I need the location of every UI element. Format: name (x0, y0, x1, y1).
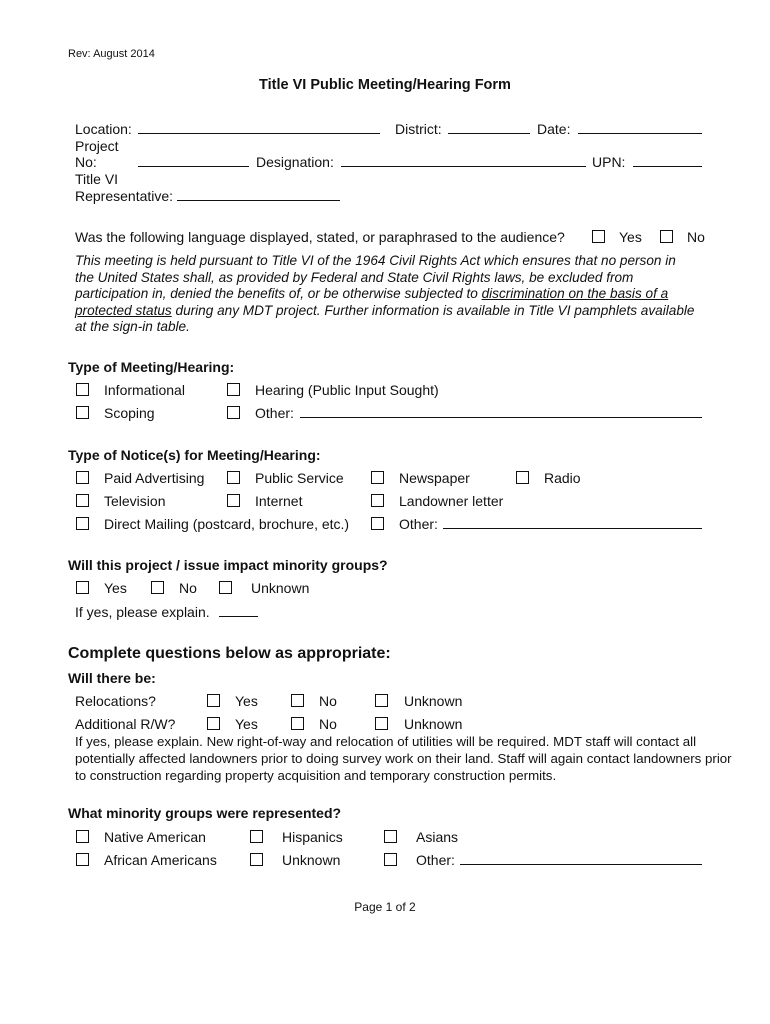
title-vi-statement (75, 253, 697, 336)
location-field[interactable] (138, 121, 380, 134)
asians-label: Asians (416, 829, 459, 845)
upn-field[interactable] (633, 154, 702, 167)
notice-other-field[interactable] (443, 516, 702, 529)
impact-unknown-label: Unknown (251, 580, 310, 596)
district-field[interactable] (448, 121, 530, 134)
statement-text-1: This meeting is held pursuant to Title VI of the 1964 Civil Rights Act which ensures that no person in the United States shall, as provided by Federal and State Civil Rights laws, be excluded from participation in, denied the benefits of, or be otherwise subjected to (75, 253, 676, 301)
project-label-line1: Project (75, 138, 119, 154)
meeting-other-field[interactable] (300, 405, 702, 418)
language-no-checkbox[interactable] (660, 230, 673, 243)
radio-checkbox[interactable] (516, 471, 529, 484)
represented-heading: What minority groups were represented? (68, 805, 342, 821)
impact-explain-label: If yes, please explain. (75, 604, 210, 620)
represented-other-checkbox[interactable] (384, 853, 397, 866)
scoping-checkbox[interactable] (76, 406, 89, 419)
public-service-checkbox[interactable] (227, 471, 240, 484)
meeting-other-checkbox[interactable] (227, 406, 240, 419)
relocations-yes-checkbox[interactable] (207, 694, 220, 707)
additional-rw-no-checkbox[interactable] (291, 717, 304, 730)
radio-label: Radio (544, 470, 581, 486)
impact-unknown-checkbox[interactable] (219, 581, 232, 594)
impact-no-checkbox[interactable] (151, 581, 164, 594)
direct-mailing-checkbox[interactable] (76, 517, 89, 530)
date-label: Date: (537, 121, 571, 137)
upn-label: UPN: (592, 154, 626, 170)
informational-label: Informational (104, 382, 185, 398)
television-label: Television (104, 493, 166, 509)
relocations-yes-label: Yes (235, 693, 258, 709)
represented-other-label: Other: (416, 852, 455, 868)
form-title: Title VI Public Meeting/Hearing Form (259, 77, 511, 93)
will-there-be-heading: Will there be: (68, 670, 156, 686)
informational-checkbox[interactable] (76, 383, 89, 396)
impact-yes-label: Yes (104, 580, 127, 596)
location-label: Location: (75, 121, 132, 137)
public-service-label: Public Service (255, 470, 344, 486)
district-label: District: (395, 121, 442, 137)
title-vi-label-line1: Title VI (75, 171, 119, 187)
internet-label: Internet (255, 493, 303, 509)
relocations-no-checkbox[interactable] (291, 694, 304, 707)
revision-date: Rev: August 2014 (68, 48, 155, 60)
represented-other-field[interactable] (460, 852, 702, 865)
additional-rw-yes-checkbox[interactable] (207, 717, 220, 730)
meeting-type-heading: Type of Meeting/Hearing: (68, 359, 235, 375)
hearing-label: Hearing (Public Input Sought) (255, 382, 439, 398)
notice-other-checkbox[interactable] (371, 517, 384, 530)
relocations-unknown-label: Unknown (404, 693, 463, 709)
additional-rw-unknown-checkbox[interactable] (375, 717, 388, 730)
page-number: Page 1 of 2 (354, 900, 416, 914)
newspaper-label: Newspaper (399, 470, 470, 486)
language-no-label: No (687, 229, 705, 245)
represented-unknown-checkbox[interactable] (250, 853, 263, 866)
native-american-checkbox[interactable] (76, 830, 89, 843)
paid-advertising-label: Paid Advertising (104, 470, 205, 486)
project-label-line2: No: (75, 154, 97, 170)
notice-other-label: Other: (399, 516, 438, 532)
designation-label: Designation: (256, 154, 334, 170)
additional-rw-yes-label: Yes (235, 716, 258, 732)
native-american-label: Native American (104, 829, 206, 845)
paid-advertising-checkbox[interactable] (76, 471, 89, 484)
internet-checkbox[interactable] (227, 494, 240, 507)
hispanics-checkbox[interactable] (250, 830, 263, 843)
notice-type-heading: Type of Notice(s) for Meeting/Hearing: (68, 447, 321, 463)
designation-field[interactable] (341, 154, 586, 167)
direct-mailing-label: Direct Mailing (postcard, brochure, etc.) (104, 516, 350, 532)
impact-no-label: No (179, 580, 197, 596)
additional-rw-label: Additional R/W? (75, 716, 176, 732)
statement-underlined-text: discrimination on the basis of a protected status (75, 286, 669, 318)
minority-impact-heading: Will this project / issue impact minority groups? (68, 557, 388, 573)
hearing-checkbox[interactable] (227, 383, 240, 396)
african-americans-label: African Americans (104, 852, 217, 868)
african-americans-checkbox[interactable] (76, 853, 89, 866)
representative-field[interactable] (177, 188, 340, 201)
date-field[interactable] (578, 121, 702, 134)
landowner-letter-label: Landowner letter (399, 493, 504, 509)
scoping-label: Scoping (104, 405, 155, 421)
relocations-label: Relocations? (75, 693, 156, 709)
additional-rw-no-label: No (319, 716, 337, 732)
language-question: Was the following language displayed, stated, or paraphrased to the audience? (75, 229, 565, 245)
television-checkbox[interactable] (76, 494, 89, 507)
language-yes-label: Yes (619, 229, 642, 245)
hispanics-label: Hispanics (282, 829, 343, 845)
newspaper-checkbox[interactable] (371, 471, 384, 484)
represented-unknown-label: Unknown (282, 852, 341, 868)
impact-explain-field[interactable] (219, 604, 258, 617)
asians-checkbox[interactable] (384, 830, 397, 843)
impact-yes-checkbox[interactable] (76, 581, 89, 594)
meeting-other-label: Other: (255, 405, 294, 421)
project-no-field[interactable] (138, 154, 249, 167)
relocations-unknown-checkbox[interactable] (375, 694, 388, 707)
complete-questions-heading: Complete questions below as appropriate: (68, 645, 391, 662)
language-yes-checkbox[interactable] (592, 230, 605, 243)
additional-rw-explanation: If yes, please explain. New right-of-way and relocation of utilities will be required. MDT staff will contact all potentially affected landowners prior to doing survey work on their land. Staff will again contact landowners prior to construction regarding property acquisition and temporary construction permits. (75, 734, 732, 783)
relocations-no-label: No (319, 693, 337, 709)
additional-rw-unknown-label: Unknown (404, 716, 463, 732)
landowner-letter-checkbox[interactable] (371, 494, 384, 507)
title-vi-label-line2: Representative: (75, 188, 174, 204)
statement-text-2: during any MDT project. Further information is available in Title VI pamphlets available at the sign-in table. (75, 302, 695, 334)
